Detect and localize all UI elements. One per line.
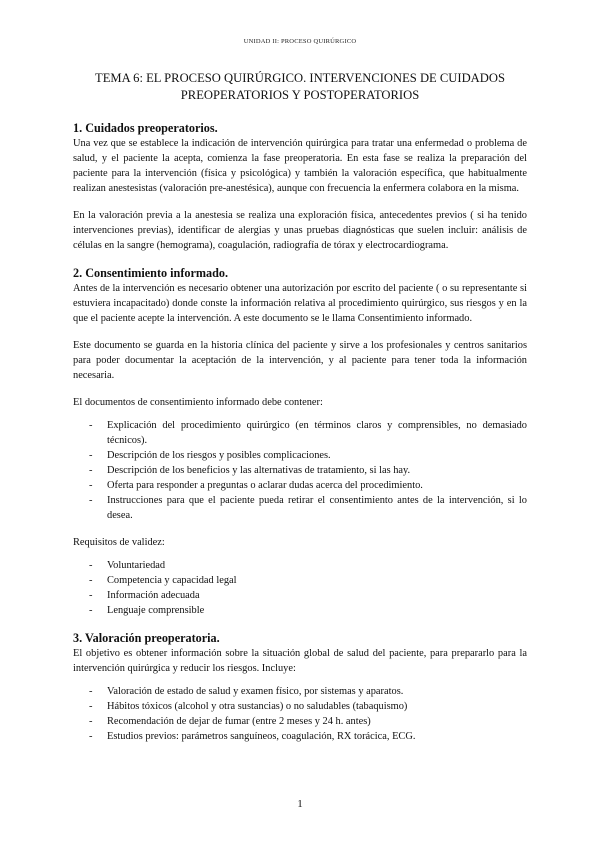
list-dash: - [89, 465, 93, 476]
list-item: - Voluntariedad [89, 560, 166, 571]
section-heading: 3. Valoración preoperatoria. [73, 631, 220, 645]
section-heading: 1. Cuidados preoperatorios. [73, 121, 218, 135]
list-dash: - [89, 605, 93, 616]
list-item: - Información adecuada [89, 590, 200, 601]
list-dash: - [89, 590, 93, 601]
list-item: - Oferta para responder a preguntas o aclarar dudas acerca del procedimiento. [89, 480, 423, 491]
page-title: TEMA 6: EL PROCESO QUIRÚRGICO. INTERVENCIONES DE CUIDADOS PREOPERATORIOS Y POSTOPERATORIOS [95, 71, 505, 102]
paragraph: Requisitos de validez: [73, 537, 165, 548]
list-item: - Descripción de los beneficios y las alternativas de tratamiento, si las hay. [89, 465, 411, 476]
list-item: - Instrucciones para que el paciente pueda retirar el consentimiento antes de la intervención, si lo desea. [89, 495, 527, 521]
list-item: - Estudios previos: parámetros sanguíneos, coagulación, RX torácica, ECG. [89, 731, 416, 742]
list-item: - Valoración de estado de salud y examen físico, por sistemas y aparatos. [89, 686, 404, 697]
list-dash: - [89, 686, 93, 697]
paragraph: El objetivo es obtener información sobre la situación global de salud del paciente, para prepararlo para la intervención quirúrgica y reducir los riesgos. Incluye: [73, 648, 527, 674]
list-item: - Descripción de los riesgos y posibles complicaciones. [89, 450, 331, 461]
content-list [73, 418, 527, 523]
paragraph: En la valoración previa a la anestesia se realiza una exploración física, antecedentes previos ( si ha tenido intervenciones previas), identificar de alergias y unas pruebas diagnósticas que suelen incluir: análisis de células en la sangre (hemograma), coagulación, radiografía de tórax y electrocardiograma. [73, 210, 527, 251]
validity-list [73, 558, 527, 618]
document-body [73, 120, 527, 744]
list-item: - Lenguaje comprensible [89, 605, 205, 616]
list-item: - Hábitos tóxicos (alcohol y otra sustancias) o no saludables (tabaquismo) [89, 701, 408, 712]
paragraph: Antes de la intervención es necesario obtener una autorización por escrito del paciente ( o su representante si estuviera incapacitado) donde conste la información relativa al procedimiento quirúrgico, sus riesgos y en la que el paciente acepte la intervención. A este documento se le llama Consentimiento informado. [73, 283, 527, 324]
list-dash: - [89, 716, 93, 727]
list-dash: - [89, 420, 93, 431]
list-dash: - [89, 480, 93, 491]
list-dash: - [89, 731, 93, 742]
paragraph: El documentos de consentimiento informado debe contener: [73, 397, 323, 408]
list-dash: - [89, 450, 93, 461]
page-number: 1 [297, 798, 303, 810]
list-dash: - [89, 495, 93, 506]
section-heading: 2. Consentimiento informado. [73, 266, 229, 280]
list-dash: - [89, 575, 93, 586]
list-item: - Explicación del procedimiento quirúrgico (en términos claros y comprensibles, no demasiado técnicos). [89, 420, 527, 446]
paragraph: Una vez que se establece la indicación de intervención quirúrgica para tratar una enfermedad o problema de salud, y el paciente la acepta, comienza la fase preoperatoria. En esta fase se realiza la preparación del paciente para la intervención (física y psicológica) y también la valoración específica, que habitualmente realizan anestesistas (valoración pre-anestésica), aunque con frecuencia la enfermera colabora en la misma. [73, 138, 527, 194]
list-item: - Recomendación de dejar de fumar (entre 2 meses y 24 h. antes) [89, 716, 371, 727]
list-dash: - [89, 560, 93, 571]
paragraph: Este documento se guarda en la historia clínica del paciente y sirve a los profesionales y centros sanitarios para poder documentar la aceptación de la intervención, y al paciente para tener toda la información necesaria. [73, 340, 527, 381]
list-item: - Competencia y capacidad legal [89, 575, 237, 586]
list-dash: - [89, 701, 93, 712]
assessment-list [73, 684, 527, 744]
running-header: UNIDAD II: PROCESO QUIRÚRGICO [243, 38, 357, 45]
